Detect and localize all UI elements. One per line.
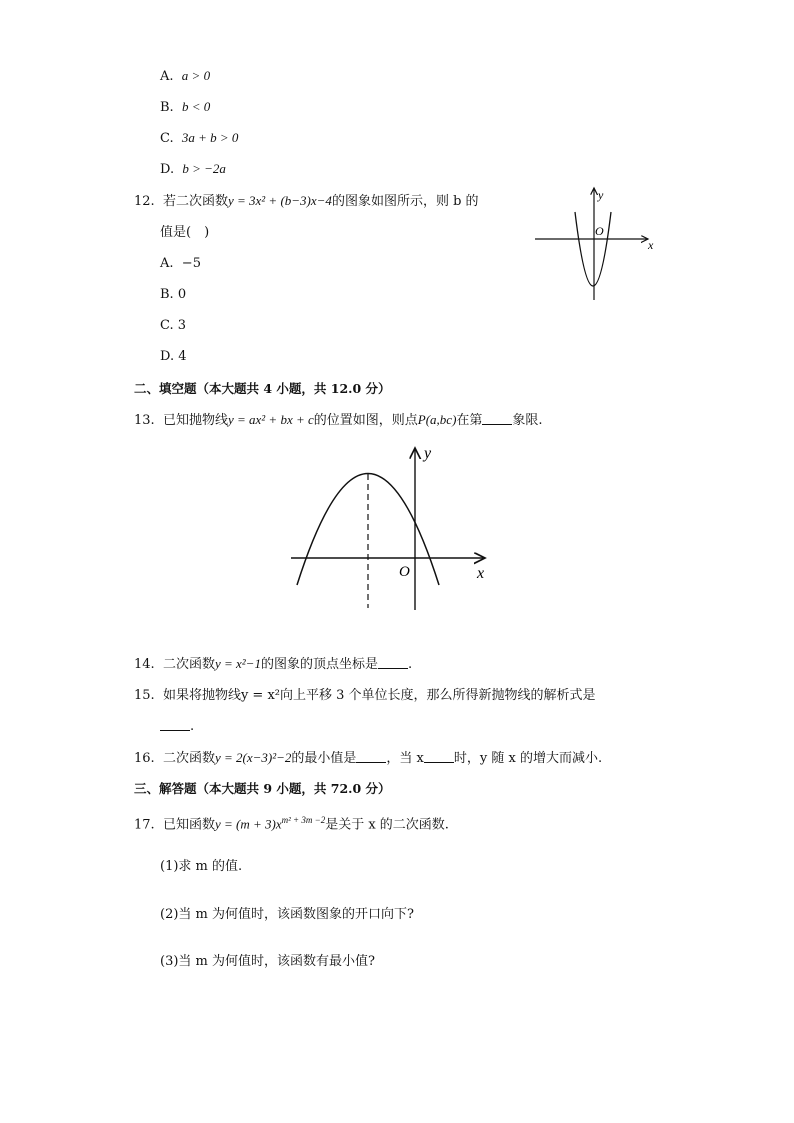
- q17-part-1: (1)求 m 的值.: [160, 859, 243, 874]
- q11-option-a: A. a > 0: [160, 68, 211, 84]
- section3-title: 三、解答题（本大题共 9 小题，共 72.0 分）: [134, 781, 391, 796]
- q15-blank: [160, 718, 190, 731]
- q11-option-b: B. b < 0: [160, 99, 211, 115]
- section2-title: 二、填空题（本大题共 4 小题，共 12.0 分）: [134, 381, 391, 396]
- q17-part-3: (3)当 m 为何值时，该函数有最小值?: [160, 954, 375, 969]
- q14-blank: [378, 656, 408, 669]
- q12-stem-line2: 值是( ): [160, 225, 210, 240]
- q12-parabola-figure: [530, 182, 660, 307]
- q12-option-a: A. −5: [160, 256, 201, 271]
- q12-stem: 12. 若二次函数y = 3x² + (b−3)x−4的图象如图所示，则 b 的: [134, 193, 479, 209]
- q12-x-label: x: [648, 238, 654, 252]
- q16-stem: 16. 二次函数y = 2(x−3)²−2的最小值是 ，当 x 时，y 随 x 的增大而减小.: [134, 750, 603, 766]
- q15-stem: 15. 如果将抛物线y = x²向上平移 3 个单位长度，那么所得新抛物线的解析式是: [134, 688, 596, 703]
- q13-blank: [482, 412, 512, 425]
- q15-answer-line: .: [160, 718, 194, 736]
- q12-y-label: y: [598, 188, 604, 202]
- q12-origin-label: O: [595, 224, 604, 238]
- q17-stem: 17. 已知函数$y = (m + 3)x^{m^2 + 3m -2}$是关于 x 的二次函数.: [134, 815, 449, 833]
- q16-blank-1: [356, 750, 386, 763]
- q17-part-2: (2)当 m 为何值时，该函数图象的开口向下?: [160, 907, 414, 922]
- q14-stem: 14. 二次函数y = x²−1的图象的顶点坐标是 .: [134, 656, 413, 672]
- q13-x-label: x: [477, 565, 485, 582]
- q12-option-b: B. 0: [160, 287, 187, 302]
- q12-option-c: C. 3: [160, 318, 187, 333]
- q13-stem: 13. 已知抛物线y = ax² + bx + c的位置如图，则点P(a,bc)在第 象限.: [134, 412, 543, 428]
- q13-origin-label: O: [399, 564, 410, 580]
- q13-parabola-figure: [285, 438, 500, 613]
- q12-option-d: D. 4: [160, 349, 187, 364]
- q11-option-d: D. b > −2a: [160, 161, 226, 177]
- q16-blank-2: [424, 750, 454, 763]
- q11-option-c: C. 3a + b > 0: [160, 130, 239, 146]
- q13-y-label: y: [424, 445, 432, 462]
- q12-parabola-curve: [575, 212, 611, 286]
